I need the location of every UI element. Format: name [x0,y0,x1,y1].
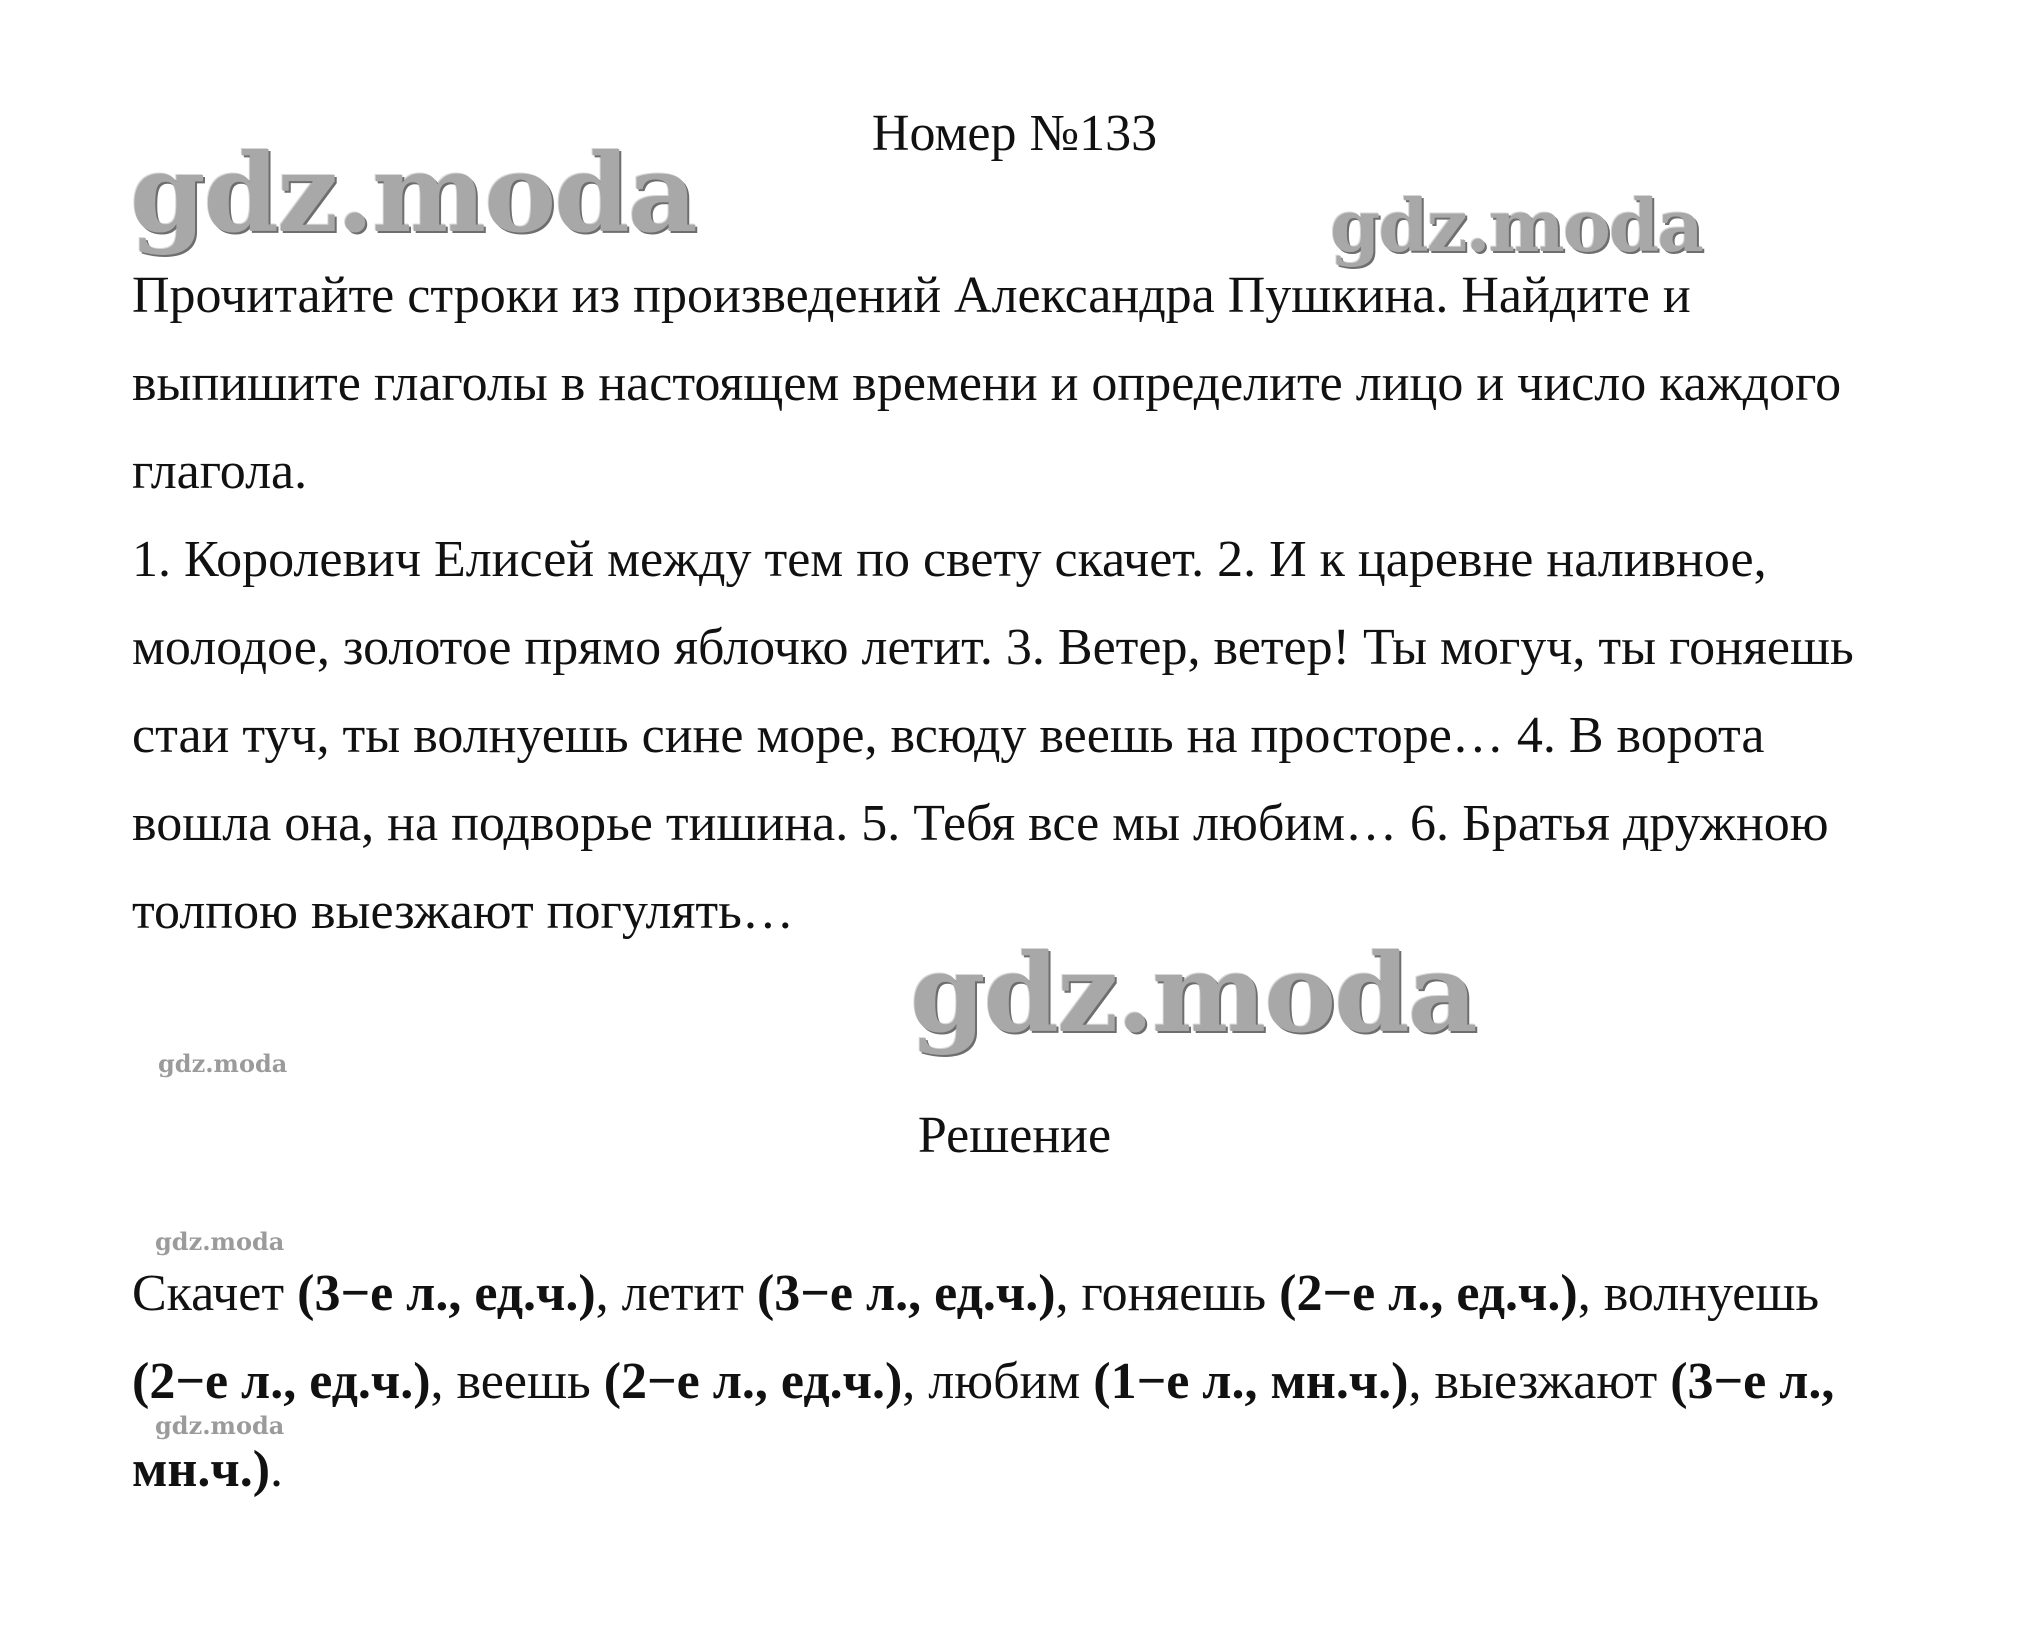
answer-separator: , [1577,1265,1604,1322]
answer-separator: . [270,1441,284,1498]
answer-verb: выезжают [1434,1353,1658,1410]
answer-verb: гоняешь [1081,1265,1267,1322]
solution-heading: Решение [917,1107,1112,1164]
watermark-logo: gdz.moda [910,931,1476,1057]
task-text: 1. Королевич Елисей между тем по свету скачет. 2. И к царевне наливное, молодое, золотое прямо яблочко летит. 3. Ветер, ветер! Ты могуч, ты гоняешь стаи туч, ты волнуешь сине море, всюду веешь на просторе… 4. В ворота вошла она, на подворье тишина. 5. Тебя все мы любим… 6. Братья дружною толпою выезжают погулять… [132,531,1854,940]
watermark-small: gdz.moda [158,1049,288,1078]
answer-info: (3−е л., ед.ч.) [297,1265,596,1322]
answer-verb: летит [621,1265,744,1322]
answer-separator: , [430,1353,457,1410]
answer-verb: волнуешь [1603,1265,1820,1322]
answer-text [132,1250,1912,1514]
watermark-logo: gdz.moda [1330,183,1702,268]
answer-verb: любим [928,1353,1081,1410]
answer-separator: , [595,1265,622,1322]
watermark-small: gdz.moda [155,1411,285,1440]
answer-separator: , [1055,1265,1082,1322]
task-body [132,252,1912,956]
answer-info: (2−е л., ед.ч.) [603,1353,903,1410]
answer-separator: , [902,1353,929,1410]
task-instruction: Прочитайте строки из произведений Александра Пушкина. Найдите и выпишите глаголы в настоящем времени и определите лицо и число каждого глагола. [132,267,1842,500]
answer-info: (3−е л., ед.ч.) [756,1265,1056,1322]
answer-verb: Скачет [132,1265,285,1322]
answer-verb: веешь [456,1353,591,1410]
page-title: Номер №133 [871,105,1158,162]
answer-info: (3−е л., мн.ч.) [132,1353,1835,1498]
answer-info: (2−е л., ед.ч.) [1279,1265,1578,1322]
answer-info: (1−е л., мн.ч.) [1093,1353,1409,1410]
answer-info: (2−е л., ед.ч.) [132,1353,431,1410]
answer-separator: , [1408,1353,1435,1410]
watermark-logo: gdz.moda [130,131,696,257]
watermark-small: gdz.moda [155,1227,285,1256]
